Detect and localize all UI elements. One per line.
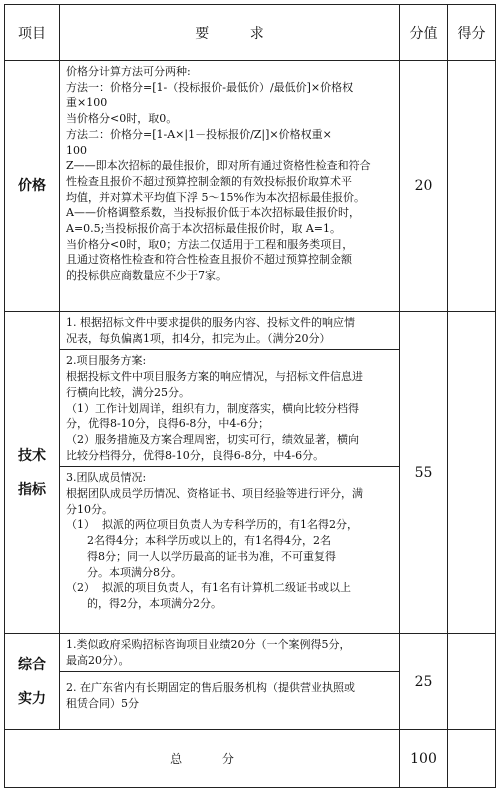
scoring-table xyxy=(4,4,496,788)
tech-score: 55 xyxy=(400,312,448,634)
tech-section-2 xyxy=(60,350,399,467)
criteria-line: 2名得4分；本科学历或以上的，有1名得4分，2名 xyxy=(66,534,331,548)
overall-score: 25 xyxy=(400,634,448,730)
criteria-line: 价格分计算方法可分两种: xyxy=(66,65,191,78)
overall-criteria xyxy=(60,634,400,730)
tech-section-1 xyxy=(60,312,399,350)
overall-got-cell[interactable] xyxy=(448,634,496,730)
price-score: 20 xyxy=(400,61,448,312)
header-requirement: 要 求 xyxy=(60,5,400,61)
criteria-line: 均值，并对算术平均值下浮 5～15%作为本次招标最佳报价。 xyxy=(66,190,365,204)
row-tech xyxy=(5,312,496,634)
row-total xyxy=(5,730,496,788)
criteria-line: （1） 拟派的两位项目负责人为专科学历的，有1名得2分， xyxy=(66,518,358,532)
overall-section-1 xyxy=(60,634,399,672)
criteria-line: 方法二：价格分=[1-A×|1－投标报价/Z|]×价格权重× xyxy=(66,127,332,141)
criteria-line: 比较分档得分，优得8-10分，良得6-8分，中4-6分。 xyxy=(66,448,325,462)
header-score: 分值 xyxy=(400,5,448,61)
tech-criteria xyxy=(60,312,400,634)
criteria-line: （2）服务措施及方案合理周密，切实可行，绩效显著，横向 xyxy=(66,432,359,446)
criteria-line: A——价格调整系数，当投标报价低于本次招标最佳报价时， xyxy=(66,206,360,220)
criteria-line: 行横向比较，满分25分。 xyxy=(66,385,190,399)
criteria-line: 得8分；同一人以学历最高的证书为准，不可重复得 xyxy=(66,549,336,563)
criteria-line: 根据投标文件中项目服务方案的响应情况，与招标文件信息进 xyxy=(66,370,363,384)
price-lines xyxy=(60,61,399,287)
criteria-line: 分10分。 xyxy=(66,502,113,516)
criteria-line: 1.类似政府采购招标咨询项目业绩20分（一个案例得5分， xyxy=(66,638,351,651)
criteria-line: 根据团队成员学历情况、资格证书、项目经验等进行评分，满 xyxy=(66,487,363,501)
criteria-line: 性检查且报价不超过预算控制金额的有效投标报价取算术平 xyxy=(66,174,352,188)
criteria-line: 租赁合同）5分 xyxy=(66,697,139,711)
overall-section-2 xyxy=(60,672,399,719)
criteria-line: 重×100 xyxy=(66,96,108,110)
tech-got-cell[interactable] xyxy=(448,312,496,634)
price-label: 价格 xyxy=(5,61,60,312)
criteria-line: （2） 拟派的项目负责人，有1名有计算机二级证书或以上 xyxy=(66,581,351,595)
criteria-line: 最高20分）。 xyxy=(66,653,130,667)
criteria-line: 的，得2分，本项满分2分。 xyxy=(66,596,222,610)
criteria-line: 方法一：价格分=[1-（投标报价-最低价）/最低价]×价格权 xyxy=(66,80,354,94)
total-got-cell[interactable] xyxy=(448,730,496,788)
header-row xyxy=(5,5,496,61)
row-overall xyxy=(5,634,496,730)
criteria-line: 2.项目服务方案: xyxy=(66,354,147,368)
row-price xyxy=(5,61,496,312)
criteria-line: 3.团队成员情况: xyxy=(66,471,147,485)
price-criteria xyxy=(60,61,400,312)
tech-section-3 xyxy=(60,467,399,614)
header-got: 得分 xyxy=(448,5,496,61)
criteria-line: 且通过资格性检查和符合性检查且报价不超过预算控制金额 xyxy=(66,253,352,267)
total-score: 100 xyxy=(400,730,448,788)
total-label: 总 分 xyxy=(5,730,400,788)
tech-label: 技术 指标 xyxy=(5,312,60,634)
criteria-line: 2. 在广东省内有长期固定的售后服务机构（提供营业执照或 xyxy=(66,681,355,695)
price-got-cell[interactable] xyxy=(448,61,496,312)
criteria-line: 分，优得8-10分，良得6-8分，中4-6分； xyxy=(66,417,270,431)
criteria-line: 分。本项满分8分。 xyxy=(66,565,182,579)
criteria-line: Z——即本次招标的最佳报价，即对所有通过资格性检查和符合 xyxy=(66,159,371,173)
criteria-line: 100 xyxy=(66,143,87,157)
overall-label: 综合 实力 xyxy=(5,634,60,730)
criteria-line: 1. 根据招标文件中要求提供的服务内容、投标文件的响应情 xyxy=(66,316,355,329)
header-item: 项目 xyxy=(5,5,60,61)
criteria-line: 当价格分<0时，取0。 xyxy=(66,112,178,126)
criteria-line: 的投标供应商数量应不少于7家。 xyxy=(66,269,227,283)
criteria-line: 当价格分<0时，取0；方法二仅适用于工程和服务类项目， xyxy=(66,237,354,251)
criteria-line: （1）工作计划周详，组织有力，制度落实，横向比较分档得 xyxy=(66,401,359,415)
criteria-line: A=0.5;当投标报价高于本次招标最佳报价时，取 A=1。 xyxy=(66,222,342,236)
criteria-line: 况表，每负偏离1项，扣4分，扣完为止。（满分20分） xyxy=(66,331,331,345)
